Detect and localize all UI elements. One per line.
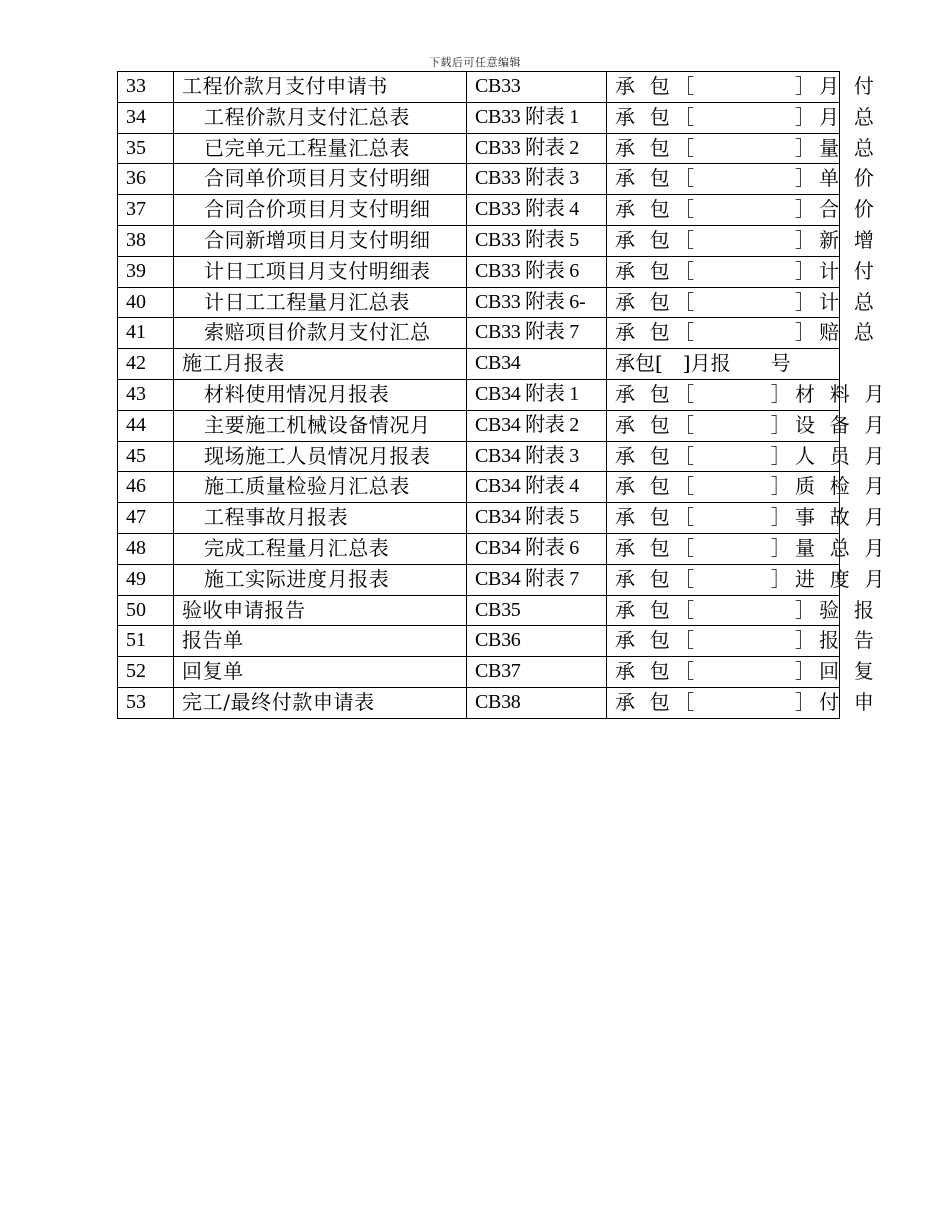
form-reference: 承 包［ ］回 复 [607, 657, 840, 688]
form-name: 材料使用情况月报表 [174, 379, 467, 410]
form-reference: 承 包［ ］质 检 月 [607, 472, 840, 503]
table-body [118, 72, 889, 719]
form-code: CB33 附表 6- [467, 287, 607, 318]
form-name: 工程价款月支付汇总表 [174, 102, 467, 133]
form-code: CB33 附表 1 [467, 102, 607, 133]
row-number: 47 [118, 503, 174, 534]
row-number: 51 [118, 626, 174, 657]
table-row [118, 533, 840, 564]
form-reference: 承 包［ ］付 申 [607, 687, 840, 718]
table-row [118, 472, 840, 503]
row-number: 44 [118, 410, 174, 441]
form-code: CB34 附表 6 [467, 533, 607, 564]
form-name: 工程价款月支付申请书 [174, 72, 467, 103]
form-reference: 承 包［ ］事 故 月 [607, 503, 840, 534]
table-row [118, 564, 840, 595]
form-reference: 承 包［ ］计 付 [607, 256, 840, 287]
row-number: 42 [118, 349, 174, 380]
table-row [118, 102, 840, 133]
table-row [118, 195, 840, 226]
row-number: 53 [118, 687, 174, 718]
form-reference: 承 包［ ］量 总 月 [607, 533, 840, 564]
form-name: 完成工程量月汇总表 [174, 533, 467, 564]
form-name: 回复单 [174, 657, 467, 688]
form-name: 工程事故月报表 [174, 503, 467, 534]
form-name: 施工质量检验月汇总表 [174, 472, 467, 503]
table-row [118, 657, 840, 688]
row-number: 46 [118, 472, 174, 503]
table-row [118, 256, 840, 287]
form-name: 计日工工程量月汇总表 [174, 287, 467, 318]
form-reference: 承 包［ ］设 备 月 [607, 410, 840, 441]
row-number: 33 [118, 72, 174, 103]
row-number: 43 [118, 379, 174, 410]
form-code: CB33 附表 6 [467, 256, 607, 287]
form-name: 施工实际进度月报表 [174, 564, 467, 595]
form-name: 已完单元工程量汇总表 [174, 133, 467, 164]
table-row [118, 503, 840, 534]
form-reference: 承 包［ ］量 总 [607, 133, 840, 164]
table-row [118, 72, 840, 103]
table-row [118, 287, 840, 318]
form-code: CB34 附表 3 [467, 441, 607, 472]
form-reference: 承 包［ ］合 价 [607, 195, 840, 226]
form-code: CB33 附表 2 [467, 133, 607, 164]
table-row [118, 349, 840, 380]
form-code: CB34 [467, 349, 607, 380]
form-reference: 承 包［ ］验 报 [607, 595, 840, 626]
form-name: 合同合价项目月支付明细 [174, 195, 467, 226]
form-code: CB35 [467, 595, 607, 626]
table-row [118, 133, 840, 164]
table-row [118, 595, 840, 626]
form-name: 计日工项目月支付明细表 [174, 256, 467, 287]
form-name: 现场施工人员情况月报表 [174, 441, 467, 472]
row-number: 36 [118, 164, 174, 195]
form-reference: 承 包［ ］月 总 [607, 102, 840, 133]
row-number: 38 [118, 225, 174, 256]
row-number: 35 [118, 133, 174, 164]
row-number: 48 [118, 533, 174, 564]
row-number: 37 [118, 195, 174, 226]
row-number: 41 [118, 318, 174, 349]
form-reference: 承包[ ]月报 号 [607, 349, 840, 380]
form-name: 主要施工机械设备情况月 [174, 410, 467, 441]
form-code: CB34 附表 7 [467, 564, 607, 595]
page-header: 下载后可任意编辑 [429, 56, 521, 69]
table-row [118, 410, 840, 441]
form-reference: 承 包［ ］材 料 月 [607, 379, 840, 410]
form-name: 完工/最终付款申请表 [174, 687, 467, 718]
form-reference: 承 包［ ］计 总 [607, 287, 840, 318]
row-number: 40 [118, 287, 174, 318]
form-code: CB34 附表 5 [467, 503, 607, 534]
table-row [118, 318, 840, 349]
form-reference: 承 包［ ］赔 总 [607, 318, 840, 349]
table-row [118, 225, 840, 256]
form-reference: 承 包［ ］人 员 月 [607, 441, 840, 472]
table-row [118, 626, 840, 657]
form-name: 施工月报表 [174, 349, 467, 380]
row-number: 50 [118, 595, 174, 626]
form-code: CB37 [467, 657, 607, 688]
form-code: CB36 [467, 626, 607, 657]
form-reference: 承 包［ ］月 付 [607, 72, 840, 103]
form-name: 合同单价项目月支付明细 [174, 164, 467, 195]
form-name: 合同新增项目月支付明细 [174, 225, 467, 256]
form-reference: 承 包［ ］进 度 月 [607, 564, 840, 595]
form-code: CB33 附表 5 [467, 225, 607, 256]
form-reference: 承 包［ ］报 告 [607, 626, 840, 657]
form-code: CB33 附表 4 [467, 195, 607, 226]
form-name: 报告单 [174, 626, 467, 657]
form-index-table [117, 71, 889, 719]
form-code: CB33 附表 3 [467, 164, 607, 195]
table-row [118, 164, 840, 195]
form-code: CB38 [467, 687, 607, 718]
table-row [118, 687, 840, 718]
row-number: 39 [118, 256, 174, 287]
form-code: CB34 附表 4 [467, 472, 607, 503]
row-number: 45 [118, 441, 174, 472]
table-row [118, 379, 840, 410]
form-code: CB34 附表 1 [467, 379, 607, 410]
form-reference: 承 包［ ］新 增 [607, 225, 840, 256]
row-number: 49 [118, 564, 174, 595]
form-name: 索赔项目价款月支付汇总 [174, 318, 467, 349]
table-row [118, 441, 840, 472]
form-code: CB34 附表 2 [467, 410, 607, 441]
row-number: 34 [118, 102, 174, 133]
form-code: CB33 附表 7 [467, 318, 607, 349]
row-number: 52 [118, 657, 174, 688]
form-reference: 承 包［ ］单 价 [607, 164, 840, 195]
form-name: 验收申请报告 [174, 595, 467, 626]
form-code: CB33 [467, 72, 607, 103]
